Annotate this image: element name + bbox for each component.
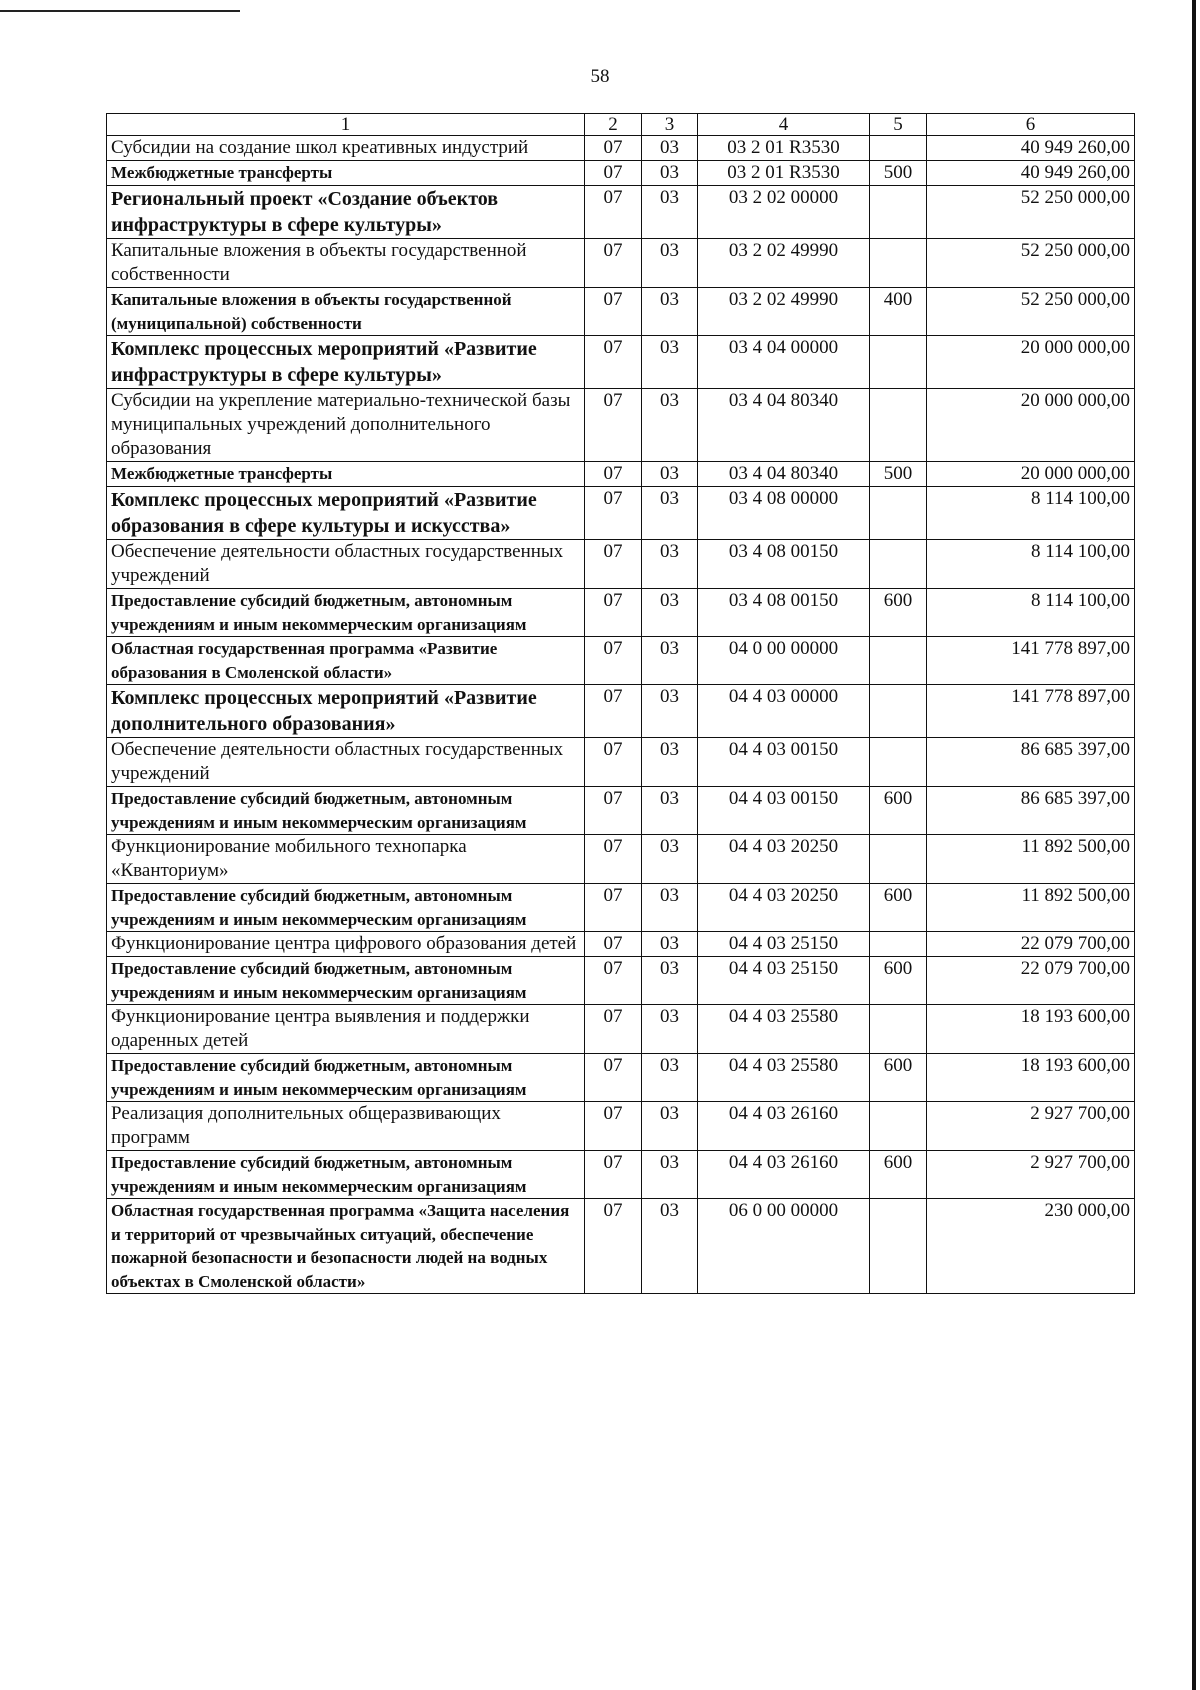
row-subsection-cell: 03 [642, 161, 698, 186]
row-subsection-cell: 03 [642, 637, 698, 685]
row-amount-cell: 18 193 600,00 [927, 1005, 1135, 1054]
row-amount-cell: 22 079 700,00 [927, 957, 1135, 1005]
row-name-cell: Предоставление субсидий бюджетным, автономным учреждениям и иным некоммерческим организациям [107, 787, 585, 835]
row-name-cell: Предоставление субсидий бюджетным, автономным учреждениям и иным некоммерческим организациям [107, 884, 585, 932]
row-expense-type-cell [870, 389, 927, 462]
row-section-cell: 07 [585, 835, 642, 884]
row-name-cell: Функционирование центра выявления и поддержки одаренных детей [107, 1005, 585, 1054]
row-section-cell: 07 [585, 787, 642, 835]
row-section-cell: 07 [585, 884, 642, 932]
row-subsection-cell: 03 [642, 540, 698, 589]
row-expense-type-cell: 600 [870, 589, 927, 637]
row-amount-cell: 52 250 000,00 [927, 288, 1135, 336]
row-section-cell: 07 [585, 462, 642, 487]
row-name-cell: Предоставление субсидий бюджетным, автономным учреждениям и иным некоммерческим организациям [107, 589, 585, 637]
column-header-expense-type: 5 [870, 114, 927, 136]
table-row [107, 1199, 1135, 1294]
table-row [107, 637, 1135, 685]
row-target-code-cell: 06 0 00 00000 [698, 1199, 870, 1294]
row-target-code-cell: 04 4 03 25580 [698, 1054, 870, 1102]
row-expense-type-cell: 600 [870, 1151, 927, 1199]
row-expense-type-cell: 600 [870, 957, 927, 1005]
row-target-code-cell: 04 4 03 20250 [698, 835, 870, 884]
row-expense-type-cell: 400 [870, 288, 927, 336]
row-expense-type-cell [870, 1005, 927, 1054]
row-subsection-cell: 03 [642, 336, 698, 389]
row-section-cell: 07 [585, 1102, 642, 1151]
table-body [107, 136, 1135, 1294]
row-subsection-cell: 03 [642, 1151, 698, 1199]
row-target-code-cell: 04 4 03 25150 [698, 932, 870, 957]
row-subsection-cell: 03 [642, 389, 698, 462]
row-amount-cell: 52 250 000,00 [927, 186, 1135, 239]
row-section-cell: 07 [585, 389, 642, 462]
row-name-cell: Областная государственная программа «Развитие образования в Смоленской области» [107, 637, 585, 685]
table-row [107, 685, 1135, 738]
column-number-row [107, 114, 1135, 136]
row-name-cell: Капитальные вложения в объекты государственной (муниципальной) собственности [107, 288, 585, 336]
row-expense-type-cell [870, 136, 927, 161]
column-header-amount: 6 [927, 114, 1135, 136]
row-name-cell: Функционирование мобильного технопарка «Кванториум» [107, 835, 585, 884]
row-amount-cell: 40 949 260,00 [927, 136, 1135, 161]
row-expense-type-cell: 500 [870, 462, 927, 487]
row-section-cell: 07 [585, 1054, 642, 1102]
row-section-cell: 07 [585, 336, 642, 389]
row-amount-cell: 20 000 000,00 [927, 389, 1135, 462]
row-name-cell: Предоставление субсидий бюджетным, автономным учреждениям и иным некоммерческим организациям [107, 1151, 585, 1199]
row-subsection-cell: 03 [642, 487, 698, 540]
row-expense-type-cell [870, 738, 927, 787]
row-target-code-cell: 04 4 03 26160 [698, 1151, 870, 1199]
row-section-cell: 07 [585, 136, 642, 161]
row-amount-cell: 22 079 700,00 [927, 932, 1135, 957]
row-expense-type-cell [870, 336, 927, 389]
row-target-code-cell: 04 4 03 26160 [698, 1102, 870, 1151]
row-section-cell: 07 [585, 738, 642, 787]
row-target-code-cell: 04 4 03 25150 [698, 957, 870, 1005]
row-expense-type-cell: 600 [870, 884, 927, 932]
row-target-code-cell: 03 2 02 49990 [698, 288, 870, 336]
table-row [107, 136, 1135, 161]
row-target-code-cell: 03 4 08 00000 [698, 487, 870, 540]
row-name-cell: Субсидии на укрепление материально-технической базы муниципальных учреждений дополнительного образования [107, 389, 585, 462]
row-section-cell: 07 [585, 239, 642, 288]
row-amount-cell: 141 778 897,00 [927, 637, 1135, 685]
row-section-cell: 07 [585, 1199, 642, 1294]
row-name-cell: Капитальные вложения в объекты государственной собственности [107, 239, 585, 288]
table-row [107, 462, 1135, 487]
table-row [107, 1005, 1135, 1054]
table-row [107, 589, 1135, 637]
row-target-code-cell: 03 2 01 R3530 [698, 161, 870, 186]
row-amount-cell: 8 114 100,00 [927, 540, 1135, 589]
row-name-cell: Предоставление субсидий бюджетным, автономным учреждениям и иным некоммерческим организациям [107, 1054, 585, 1102]
budget-table [106, 113, 1135, 1294]
row-name-cell: Обеспечение деятельности областных государственных учреждений [107, 738, 585, 787]
scan-edge-line [0, 10, 240, 12]
row-target-code-cell: 03 2 02 00000 [698, 186, 870, 239]
row-target-code-cell: 03 4 08 00150 [698, 589, 870, 637]
row-subsection-cell: 03 [642, 462, 698, 487]
row-section-cell: 07 [585, 288, 642, 336]
table-row [107, 186, 1135, 239]
row-section-cell: 07 [585, 685, 642, 738]
row-expense-type-cell [870, 685, 927, 738]
row-subsection-cell: 03 [642, 835, 698, 884]
row-name-cell: Реализация дополнительных общеразвивающих программ [107, 1102, 585, 1151]
row-target-code-cell: 03 4 04 80340 [698, 462, 870, 487]
row-expense-type-cell [870, 186, 927, 239]
row-amount-cell: 20 000 000,00 [927, 336, 1135, 389]
row-amount-cell: 86 685 397,00 [927, 738, 1135, 787]
row-target-code-cell: 03 4 04 80340 [698, 389, 870, 462]
row-section-cell: 07 [585, 1151, 642, 1199]
scan-edge-bar [1192, 0, 1196, 1690]
row-amount-cell: 11 892 500,00 [927, 884, 1135, 932]
row-subsection-cell: 03 [642, 1005, 698, 1054]
table-row [107, 1054, 1135, 1102]
row-section-cell: 07 [585, 589, 642, 637]
row-subsection-cell: 03 [642, 957, 698, 1005]
row-subsection-cell: 03 [642, 1199, 698, 1294]
page-number: 58 [590, 66, 610, 87]
row-amount-cell: 8 114 100,00 [927, 589, 1135, 637]
row-name-cell: Комплекс процессных мероприятий «Развитие инфраструктуры в сфере культуры» [107, 336, 585, 389]
row-subsection-cell: 03 [642, 932, 698, 957]
row-expense-type-cell [870, 239, 927, 288]
row-expense-type-cell: 500 [870, 161, 927, 186]
table-row [107, 239, 1135, 288]
row-name-cell: Субсидии на создание школ креативных индустрий [107, 136, 585, 161]
row-section-cell: 07 [585, 161, 642, 186]
column-header-subsection: 3 [642, 114, 698, 136]
row-subsection-cell: 03 [642, 186, 698, 239]
row-amount-cell: 8 114 100,00 [927, 487, 1135, 540]
row-amount-cell: 11 892 500,00 [927, 835, 1135, 884]
row-expense-type-cell [870, 932, 927, 957]
row-subsection-cell: 03 [642, 685, 698, 738]
row-target-code-cell: 03 2 02 49990 [698, 239, 870, 288]
row-amount-cell: 52 250 000,00 [927, 239, 1135, 288]
row-amount-cell: 141 778 897,00 [927, 685, 1135, 738]
row-target-code-cell: 04 4 03 00000 [698, 685, 870, 738]
row-target-code-cell: 04 0 00 00000 [698, 637, 870, 685]
row-amount-cell: 18 193 600,00 [927, 1054, 1135, 1102]
row-name-cell: Комплекс процессных мероприятий «Развитие образования в сфере культуры и искусства» [107, 487, 585, 540]
row-target-code-cell: 04 4 03 20250 [698, 884, 870, 932]
row-subsection-cell: 03 [642, 136, 698, 161]
row-section-cell: 07 [585, 487, 642, 540]
row-expense-type-cell: 600 [870, 787, 927, 835]
row-section-cell: 07 [585, 1005, 642, 1054]
row-target-code-cell: 03 2 01 R3530 [698, 136, 870, 161]
row-section-cell: 07 [585, 540, 642, 589]
row-section-cell: 07 [585, 186, 642, 239]
table-row [107, 389, 1135, 462]
table-row [107, 835, 1135, 884]
row-section-cell: 07 [585, 637, 642, 685]
table-row [107, 738, 1135, 787]
row-amount-cell: 2 927 700,00 [927, 1102, 1135, 1151]
row-expense-type-cell: 600 [870, 1054, 927, 1102]
table-row [107, 1151, 1135, 1199]
table-row [107, 932, 1135, 957]
row-target-code-cell: 03 4 04 00000 [698, 336, 870, 389]
table-row [107, 487, 1135, 540]
row-name-cell: Обеспечение деятельности областных государственных учреждений [107, 540, 585, 589]
row-amount-cell: 40 949 260,00 [927, 161, 1135, 186]
column-header-section: 2 [585, 114, 642, 136]
row-amount-cell: 86 685 397,00 [927, 787, 1135, 835]
row-target-code-cell: 04 4 03 00150 [698, 787, 870, 835]
table-row [107, 161, 1135, 186]
row-name-cell: Предоставление субсидий бюджетным, автономным учреждениям и иным некоммерческим организациям [107, 957, 585, 1005]
row-subsection-cell: 03 [642, 787, 698, 835]
row-name-cell: Функционирование центра цифрового образования детей [107, 932, 585, 957]
column-header-target-code: 4 [698, 114, 870, 136]
row-name-cell: Межбюджетные трансферты [107, 161, 585, 186]
row-subsection-cell: 03 [642, 288, 698, 336]
row-name-cell: Региональный проект «Создание объектов инфраструктуры в сфере культуры» [107, 186, 585, 239]
row-expense-type-cell [870, 637, 927, 685]
row-expense-type-cell [870, 1199, 927, 1294]
row-subsection-cell: 03 [642, 1102, 698, 1151]
row-subsection-cell: 03 [642, 239, 698, 288]
row-target-code-cell: 04 4 03 25580 [698, 1005, 870, 1054]
row-subsection-cell: 03 [642, 738, 698, 787]
table-row [107, 1102, 1135, 1151]
row-target-code-cell: 03 4 08 00150 [698, 540, 870, 589]
row-amount-cell: 2 927 700,00 [927, 1151, 1135, 1199]
table-row [107, 336, 1135, 389]
column-header-name: 1 [107, 114, 585, 136]
row-amount-cell: 230 000,00 [927, 1199, 1135, 1294]
row-subsection-cell: 03 [642, 589, 698, 637]
row-expense-type-cell [870, 1102, 927, 1151]
row-target-code-cell: 04 4 03 00150 [698, 738, 870, 787]
row-name-cell: Межбюджетные трансферты [107, 462, 585, 487]
table-row [107, 540, 1135, 589]
row-subsection-cell: 03 [642, 1054, 698, 1102]
row-name-cell: Комплекс процессных мероприятий «Развитие дополнительного образования» [107, 685, 585, 738]
row-name-cell: Областная государственная программа «Защита населения и территорий от чрезвычайных ситуаций, обеспечение пожарной безопасности и безопасности людей на водных объектах в Смоленской области» [107, 1199, 585, 1294]
row-section-cell: 07 [585, 957, 642, 1005]
table-row [107, 957, 1135, 1005]
row-amount-cell: 20 000 000,00 [927, 462, 1135, 487]
table-row [107, 787, 1135, 835]
row-section-cell: 07 [585, 932, 642, 957]
table-row [107, 884, 1135, 932]
row-subsection-cell: 03 [642, 884, 698, 932]
row-expense-type-cell [870, 835, 927, 884]
row-expense-type-cell [870, 540, 927, 589]
table-row [107, 288, 1135, 336]
row-expense-type-cell [870, 487, 927, 540]
